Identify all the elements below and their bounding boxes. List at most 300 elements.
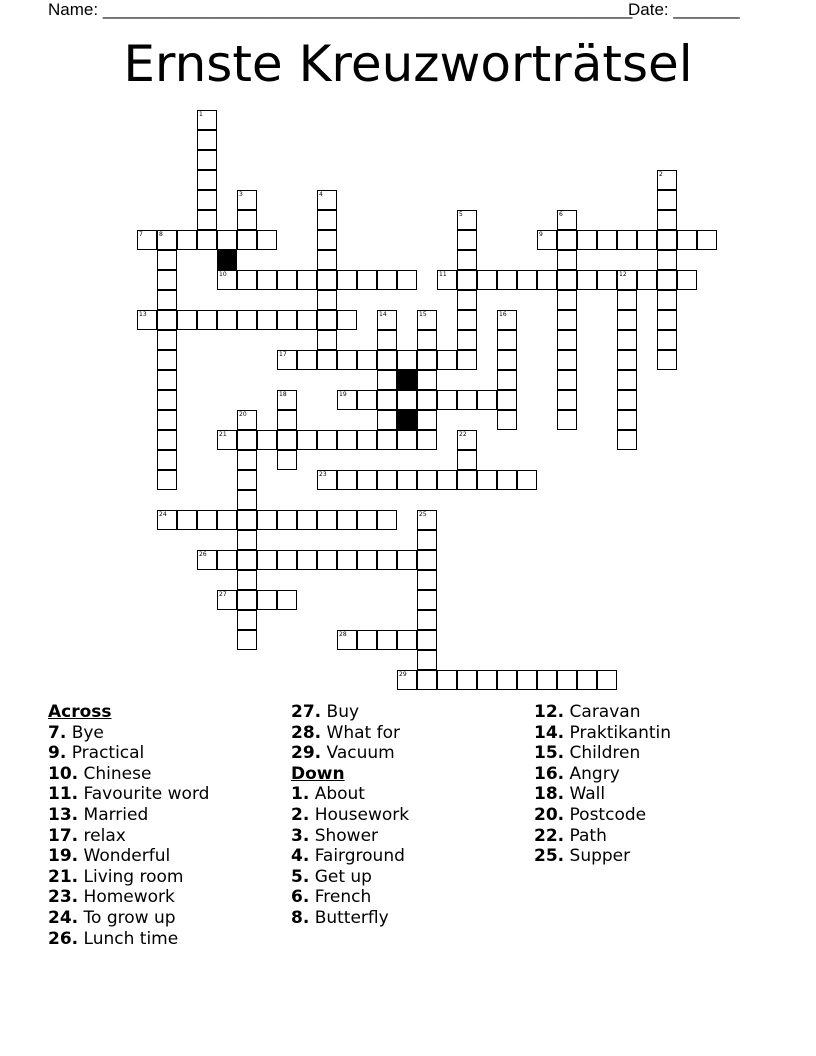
- clue-item: [291, 846, 409, 867]
- grid-cell[interactable]: [397, 270, 417, 290]
- grid-cell[interactable]: [417, 670, 437, 690]
- grid-cell[interactable]: [657, 210, 677, 230]
- clue-item-number: 10.: [48, 763, 79, 784]
- grid-cell[interactable]: [617, 430, 637, 450]
- grid-cell[interactable]: [657, 230, 677, 250]
- clue-item-number: 23.: [48, 887, 79, 908]
- grid-cell[interactable]: [457, 330, 477, 350]
- grid-cell[interactable]: [277, 550, 297, 570]
- grid-cell[interactable]: [237, 470, 257, 490]
- grid-cell[interactable]: [437, 470, 457, 490]
- grid-cell[interactable]: [317, 250, 337, 270]
- clue-number: 2: [659, 171, 663, 178]
- grid-cell[interactable]: [377, 510, 397, 530]
- clue-number: 26: [199, 551, 207, 558]
- grid-cell[interactable]: [237, 430, 257, 450]
- clue-item-text: Get up: [314, 866, 372, 887]
- grid-cell[interactable]: [377, 370, 397, 390]
- grid-cell[interactable]: [317, 550, 337, 570]
- grid-cell[interactable]: [317, 190, 337, 210]
- grid-cell[interactable]: [157, 390, 177, 410]
- grid-cell[interactable]: [557, 390, 577, 410]
- grid-cell[interactable]: [237, 410, 257, 430]
- grid-cell[interactable]: [657, 170, 677, 190]
- grid-cell[interactable]: [277, 390, 297, 410]
- grid-cell[interactable]: [197, 510, 217, 530]
- grid-cell[interactable]: [217, 510, 237, 530]
- clue-item-text: Chinese: [83, 763, 152, 784]
- grid-cell[interactable]: [417, 410, 437, 430]
- grid-cell[interactable]: [597, 670, 617, 690]
- clue-number: 17: [279, 351, 287, 358]
- grid-cell[interactable]: [577, 670, 597, 690]
- down-heading: Down: [291, 763, 345, 784]
- grid-cell[interactable]: [157, 370, 177, 390]
- grid-cell[interactable]: [397, 550, 417, 570]
- grid-cell[interactable]: [677, 270, 697, 290]
- grid-cell[interactable]: [237, 210, 257, 230]
- clue-item-text: Wall: [569, 784, 606, 805]
- grid-cell[interactable]: [517, 270, 537, 290]
- grid-cell[interactable]: [557, 410, 577, 430]
- grid-cell[interactable]: [617, 350, 637, 370]
- clue-item: [534, 723, 671, 744]
- clue-item-text: Postcode: [569, 804, 647, 825]
- grid-cell[interactable]: [357, 630, 377, 650]
- grid-cell[interactable]: [357, 550, 377, 570]
- clue-item: [291, 723, 409, 744]
- clue-column-3: [534, 702, 671, 867]
- grid-cell[interactable]: [157, 250, 177, 270]
- grid-cell[interactable]: [317, 270, 337, 290]
- clue-item-text: Fairground: [314, 846, 405, 867]
- grid-cell[interactable]: [657, 350, 677, 370]
- grid-cell[interactable]: [297, 430, 317, 450]
- grid-cell[interactable]: [497, 670, 517, 690]
- grid-cell[interactable]: [317, 510, 337, 530]
- grid-cell[interactable]: [377, 270, 397, 290]
- clue-item-number: 16.: [534, 763, 565, 784]
- clue-item-text: Buy: [326, 702, 360, 722]
- grid-cell[interactable]: [197, 310, 217, 330]
- grid-cell[interactable]: [677, 230, 697, 250]
- grid-cell[interactable]: [297, 270, 317, 290]
- grid-cell[interactable]: [337, 550, 357, 570]
- grid-cell[interactable]: [437, 390, 457, 410]
- grid-cell[interactable]: [357, 430, 377, 450]
- grid-cell[interactable]: [157, 410, 177, 430]
- grid-cell[interactable]: [557, 330, 577, 350]
- grid-cell[interactable]: [337, 310, 357, 330]
- grid-cell[interactable]: [557, 670, 577, 690]
- grid-cell[interactable]: [177, 230, 197, 250]
- grid-cell[interactable]: [597, 230, 617, 250]
- grid-cell[interactable]: [317, 350, 337, 370]
- grid-cell[interactable]: [237, 310, 257, 330]
- grid-cell[interactable]: [657, 290, 677, 310]
- grid-cell[interactable]: [417, 470, 437, 490]
- grid-cell[interactable]: [337, 350, 357, 370]
- grid-cell[interactable]: [217, 590, 237, 610]
- grid-cell[interactable]: [257, 430, 277, 450]
- grid-cell[interactable]: [417, 330, 437, 350]
- grid-cell[interactable]: [337, 510, 357, 530]
- grid-cell[interactable]: [157, 290, 177, 310]
- clue-item: [291, 805, 409, 826]
- across-heading: Across: [48, 702, 112, 722]
- grid-cell[interactable]: [357, 510, 377, 530]
- clue-item: [48, 867, 209, 888]
- grid-cell[interactable]: [417, 550, 437, 570]
- grid-cell[interactable]: [237, 570, 257, 590]
- grid-cell[interactable]: [477, 270, 497, 290]
- grid-cell[interactable]: [397, 670, 417, 690]
- clue-number: 8: [159, 231, 163, 238]
- clue-item: [534, 764, 671, 785]
- clue-number: 23: [319, 471, 327, 478]
- grid-cell[interactable]: [557, 230, 577, 250]
- grid-cell[interactable]: [617, 370, 637, 390]
- clue-item-text: relax: [83, 825, 126, 846]
- grid-cell[interactable]: [217, 230, 237, 250]
- grid-cell[interactable]: [457, 290, 477, 310]
- grid-cell[interactable]: [237, 190, 257, 210]
- grid-cell[interactable]: [697, 230, 717, 250]
- grid-cell[interactable]: [497, 370, 517, 390]
- clue-item: [291, 743, 409, 764]
- grid-cell[interactable]: [597, 270, 617, 290]
- grid-cell[interactable]: [417, 430, 437, 450]
- grid-cell[interactable]: [657, 250, 677, 270]
- grid-cell[interactable]: [337, 390, 357, 410]
- grid-cell[interactable]: [317, 210, 337, 230]
- grid-cell[interactable]: [377, 310, 397, 330]
- grid-cell[interactable]: [477, 390, 497, 410]
- clue-item: [48, 784, 209, 805]
- grid-cell[interactable]: [157, 450, 177, 470]
- grid-cell[interactable]: [377, 330, 397, 350]
- grid-cell[interactable]: [617, 230, 637, 250]
- grid-cell[interactable]: [617, 290, 637, 310]
- grid-cell[interactable]: [417, 370, 437, 390]
- grid-cell[interactable]: [257, 230, 277, 250]
- grid-cell[interactable]: [377, 470, 397, 490]
- grid-cell[interactable]: [257, 590, 277, 610]
- grid-cell[interactable]: [617, 310, 637, 330]
- grid-cell[interactable]: [557, 270, 577, 290]
- grid-cell[interactable]: [197, 210, 217, 230]
- grid-cell[interactable]: [417, 310, 437, 330]
- grid-cell[interactable]: [397, 430, 417, 450]
- clue-item-text: To grow up: [83, 907, 176, 928]
- grid-cell[interactable]: [457, 470, 477, 490]
- grid-cell[interactable]: [277, 430, 297, 450]
- grid-cell[interactable]: [277, 450, 297, 470]
- grid-cell[interactable]: [377, 410, 397, 430]
- grid-cell[interactable]: [357, 350, 377, 370]
- grid-cell[interactable]: [397, 630, 417, 650]
- grid-cell[interactable]: [157, 330, 177, 350]
- grid-cell[interactable]: [417, 590, 437, 610]
- grid-cell[interactable]: [197, 170, 217, 190]
- grid-cell[interactable]: [237, 230, 257, 250]
- clue-item-number: 3.: [291, 825, 310, 846]
- clue-item-number: 20.: [534, 804, 565, 825]
- clue-item-number: 18.: [534, 784, 565, 805]
- clue-number: 22: [459, 431, 467, 438]
- grid-cell[interactable]: [257, 510, 277, 530]
- grid-cell[interactable]: [497, 390, 517, 410]
- clue-number: 21: [219, 431, 227, 438]
- grid-cell[interactable]: [437, 270, 457, 290]
- clue-item-text: Lunch time: [83, 928, 179, 949]
- grid-cell[interactable]: [297, 350, 317, 370]
- grid-cell[interactable]: [197, 230, 217, 250]
- grid-cell[interactable]: [157, 430, 177, 450]
- grid-cell[interactable]: [517, 470, 537, 490]
- grid-cell[interactable]: [477, 470, 497, 490]
- grid-cell[interactable]: [577, 230, 597, 250]
- grid-cell[interactable]: [337, 630, 357, 650]
- grid-cell[interactable]: [397, 350, 417, 370]
- grid-cell[interactable]: [417, 390, 437, 410]
- clue-item-number: 14.: [534, 722, 565, 743]
- grid-cell[interactable]: [257, 270, 277, 290]
- grid-cell[interactable]: [457, 250, 477, 270]
- grid-cell[interactable]: [557, 350, 577, 370]
- grid-cell[interactable]: [277, 350, 297, 370]
- grid-cell[interactable]: [237, 530, 257, 550]
- clue-number: 24: [159, 511, 167, 518]
- grid-cell[interactable]: [657, 190, 677, 210]
- clue-column-2: [291, 702, 409, 929]
- grid-cell[interactable]: [497, 410, 517, 430]
- blocked-cell: [397, 410, 417, 430]
- grid-cell[interactable]: [357, 390, 377, 410]
- grid-cell[interactable]: [417, 610, 437, 630]
- grid-cell[interactable]: [237, 510, 257, 530]
- grid-cell[interactable]: [237, 270, 257, 290]
- grid-cell[interactable]: [477, 670, 497, 690]
- grid-cell[interactable]: [157, 470, 177, 490]
- clue-item: [48, 805, 209, 826]
- name-line[interactable]: ________________________________________________________: [102, 0, 633, 19]
- grid-cell[interactable]: [617, 330, 637, 350]
- grid-cell[interactable]: [237, 450, 257, 470]
- grid-cell[interactable]: [257, 310, 277, 330]
- clue-item-number: 27.: [291, 702, 322, 722]
- grid-cell[interactable]: [217, 270, 237, 290]
- clue-number: 11: [439, 271, 447, 278]
- grid-cell[interactable]: [197, 130, 217, 150]
- grid-cell[interactable]: [457, 670, 477, 690]
- clue-number: 20: [239, 411, 247, 418]
- clue-item-number: 21.: [48, 866, 79, 887]
- grid-cell[interactable]: [237, 590, 257, 610]
- grid-cell[interactable]: [537, 230, 557, 250]
- grid-cell[interactable]: [497, 310, 517, 330]
- grid-cell[interactable]: [337, 430, 357, 450]
- clue-number: 25: [419, 511, 427, 518]
- grid-cell[interactable]: [397, 390, 417, 410]
- grid-cell[interactable]: [377, 350, 397, 370]
- clue-item: [291, 784, 409, 805]
- grid-cell[interactable]: [457, 270, 477, 290]
- clue-item-number: 26.: [48, 928, 79, 949]
- grid-cell[interactable]: [157, 350, 177, 370]
- grid-cell[interactable]: [157, 310, 177, 330]
- clue-column-1: [48, 702, 209, 949]
- clue-item-number: 4.: [291, 846, 310, 867]
- grid-cell[interactable]: [197, 150, 217, 170]
- clue-number: 3: [239, 191, 243, 198]
- grid-cell[interactable]: [357, 470, 377, 490]
- clue-item: [534, 805, 671, 826]
- grid-cell[interactable]: [557, 310, 577, 330]
- grid-cell[interactable]: [317, 290, 337, 310]
- grid-cell[interactable]: [617, 270, 637, 290]
- grid-cell[interactable]: [237, 490, 257, 510]
- grid-cell[interactable]: [417, 510, 437, 530]
- grid-cell[interactable]: [317, 310, 337, 330]
- grid-cell[interactable]: [437, 350, 457, 370]
- grid-cell[interactable]: [377, 430, 397, 450]
- clue-item-number: 19.: [48, 846, 79, 867]
- grid-cell[interactable]: [537, 270, 557, 290]
- clue-item: [48, 826, 209, 847]
- clue-item-number: 12.: [534, 702, 565, 722]
- clue-item-text: What for: [326, 722, 400, 743]
- grid-cell[interactable]: [457, 210, 477, 230]
- clue-item-text: About: [314, 784, 365, 805]
- grid-cell[interactable]: [457, 450, 477, 470]
- clue-item-text: Children: [569, 743, 641, 764]
- grid-cell[interactable]: [637, 270, 657, 290]
- grid-cell[interactable]: [317, 230, 337, 250]
- grid-cell[interactable]: [277, 410, 297, 430]
- grid-cell[interactable]: [557, 370, 577, 390]
- clue-item-number: 9.: [48, 743, 67, 764]
- page-title: Ernste Kreuzworträtsel: [123, 35, 693, 93]
- grid-cell[interactable]: [377, 630, 397, 650]
- clue-item-number: 22.: [534, 825, 565, 846]
- grid-cell[interactable]: [297, 310, 317, 330]
- grid-cell[interactable]: [157, 230, 177, 250]
- grid-cell[interactable]: [517, 670, 537, 690]
- grid-cell[interactable]: [577, 270, 597, 290]
- clue-number: 19: [339, 391, 347, 398]
- grid-cell[interactable]: [157, 270, 177, 290]
- grid-cell[interactable]: [217, 430, 237, 450]
- clue-number: 4: [319, 191, 323, 198]
- grid-cell[interactable]: [317, 430, 337, 450]
- grid-cell[interactable]: [177, 310, 197, 330]
- grid-cell[interactable]: [217, 310, 237, 330]
- grid-cell[interactable]: [337, 470, 357, 490]
- grid-cell[interactable]: [457, 390, 477, 410]
- grid-cell[interactable]: [657, 310, 677, 330]
- grid-cell[interactable]: [437, 670, 457, 690]
- grid-cell[interactable]: [257, 550, 277, 570]
- clue-number: 12: [619, 271, 627, 278]
- clue-item: [534, 846, 671, 867]
- grid-cell[interactable]: [557, 210, 577, 230]
- grid-cell[interactable]: [277, 510, 297, 530]
- grid-cell[interactable]: [237, 630, 257, 650]
- clue-item: [48, 743, 209, 764]
- clue-item: [291, 867, 409, 888]
- grid-cell[interactable]: [637, 230, 657, 250]
- clue-number: 18: [279, 391, 287, 398]
- grid-cell[interactable]: [297, 550, 317, 570]
- grid-cell[interactable]: [557, 250, 577, 270]
- grid-cell[interactable]: [177, 510, 197, 530]
- grid-cell[interactable]: [217, 550, 237, 570]
- grid-cell[interactable]: [497, 330, 517, 350]
- blocked-cell: [217, 250, 237, 270]
- grid-cell[interactable]: [157, 510, 177, 530]
- clue-number: 28: [339, 631, 347, 638]
- grid-cell[interactable]: [417, 630, 437, 650]
- clue-item-text: Supper: [569, 846, 631, 867]
- grid-cell[interactable]: [417, 350, 437, 370]
- grid-cell[interactable]: [297, 510, 317, 530]
- grid-cell[interactable]: [617, 410, 637, 430]
- grid-cell[interactable]: [457, 310, 477, 330]
- grid-cell[interactable]: [137, 310, 157, 330]
- grid-cell[interactable]: [337, 270, 357, 290]
- clue-item-text: Path: [569, 825, 607, 846]
- grid-cell[interactable]: [497, 470, 517, 490]
- grid-cell[interactable]: [617, 390, 637, 410]
- grid-cell[interactable]: [237, 610, 257, 630]
- grid-cell[interactable]: [657, 270, 677, 290]
- grid-cell[interactable]: [537, 670, 557, 690]
- grid-cell[interactable]: [497, 350, 517, 370]
- grid-cell[interactable]: [137, 230, 157, 250]
- grid-cell[interactable]: [317, 470, 337, 490]
- clue-item: [291, 826, 409, 847]
- grid-cell[interactable]: [197, 550, 217, 570]
- grid-cell[interactable]: [197, 190, 217, 210]
- grid-cell[interactable]: [377, 390, 397, 410]
- clue-item-number: 8.: [291, 907, 310, 928]
- grid-cell[interactable]: [457, 350, 477, 370]
- grid-cell[interactable]: [657, 330, 677, 350]
- grid-cell[interactable]: [197, 110, 217, 130]
- grid-cell[interactable]: [457, 230, 477, 250]
- grid-cell[interactable]: [237, 550, 257, 570]
- grid-cell[interactable]: [357, 270, 377, 290]
- date-line[interactable]: _______: [673, 0, 740, 19]
- grid-cell[interactable]: [277, 270, 297, 290]
- grid-cell[interactable]: [557, 290, 577, 310]
- grid-cell[interactable]: [497, 270, 517, 290]
- grid-cell[interactable]: [317, 330, 337, 350]
- grid-cell[interactable]: [417, 650, 437, 670]
- clue-item: [48, 887, 209, 908]
- clue-item: [534, 743, 671, 764]
- clue-item-text: Bye: [71, 722, 104, 743]
- clue-item-number: 15.: [534, 743, 565, 764]
- grid-cell[interactable]: [277, 590, 297, 610]
- grid-cell[interactable]: [397, 470, 417, 490]
- grid-cell[interactable]: [277, 310, 297, 330]
- grid-cell[interactable]: [417, 570, 437, 590]
- grid-cell[interactable]: [417, 530, 437, 550]
- grid-cell[interactable]: [377, 550, 397, 570]
- grid-cell[interactable]: [457, 430, 477, 450]
